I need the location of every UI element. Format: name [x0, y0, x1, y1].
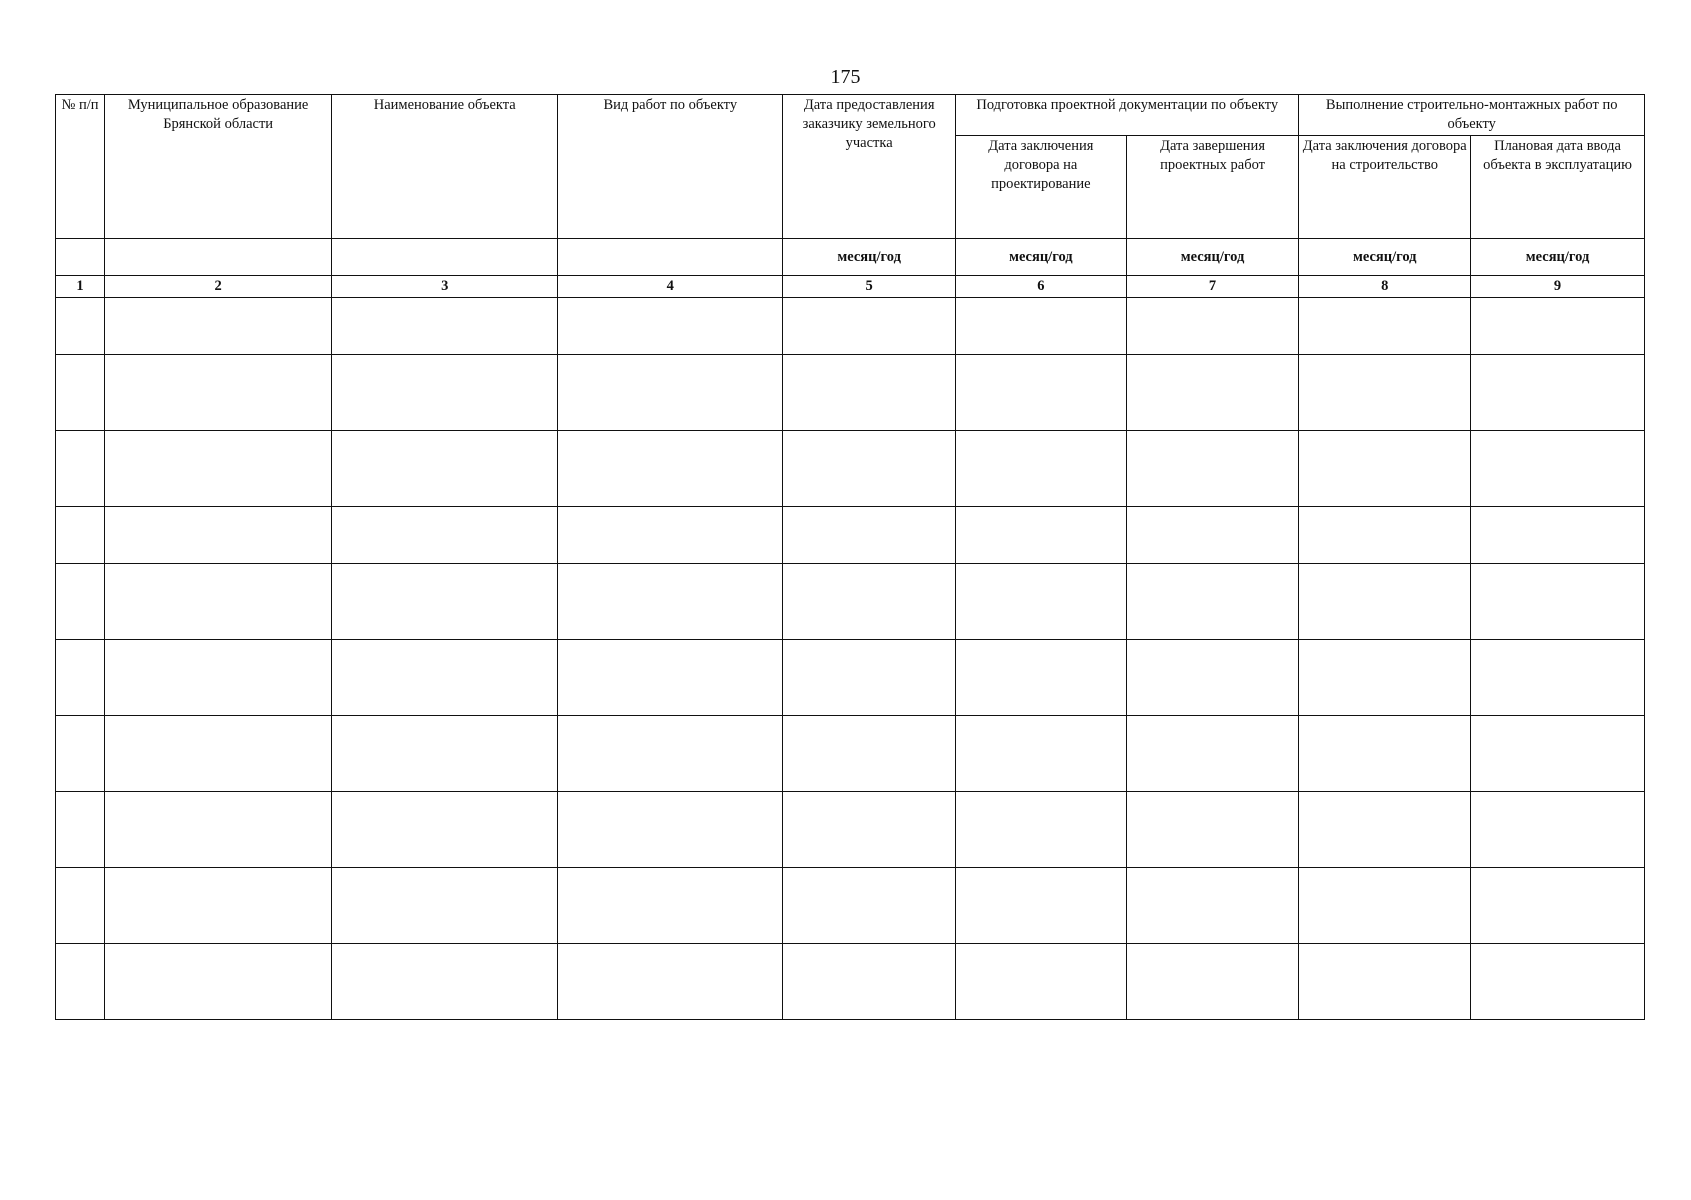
land-date-cell — [783, 868, 956, 944]
commission-date-cell — [1471, 716, 1645, 792]
column-number: 6 — [956, 276, 1127, 298]
design-end-date-cell — [1126, 868, 1299, 944]
header-build-contract-date: Дата заключения договора на строительство — [1299, 136, 1471, 239]
column-number: 4 — [558, 276, 783, 298]
land-date-cell — [783, 944, 956, 1020]
land-date-cell — [783, 792, 956, 868]
land-date-cell — [783, 507, 956, 564]
commission-date-cell — [1471, 298, 1645, 355]
work-type-cell — [558, 298, 783, 355]
build-contract-date-cell — [1299, 355, 1471, 431]
design-contract-date-cell — [956, 355, 1127, 431]
object-name-cell — [332, 792, 558, 868]
object-name-cell — [332, 298, 558, 355]
land-date-cell — [783, 298, 956, 355]
municipality-cell — [105, 792, 332, 868]
build-contract-date-cell — [1299, 431, 1471, 507]
work-type-cell — [558, 792, 783, 868]
unit-label: месяц/год — [956, 239, 1127, 276]
commission-date-cell — [1471, 507, 1645, 564]
table-row — [56, 431, 1645, 507]
build-contract-date-cell — [1299, 640, 1471, 716]
object-name-cell — [332, 716, 558, 792]
commission-date-cell — [1471, 431, 1645, 507]
design-end-date-cell — [1126, 944, 1299, 1020]
object-name-cell — [332, 564, 558, 640]
municipality-cell — [105, 716, 332, 792]
object-name-cell — [332, 431, 558, 507]
column-number: 7 — [1126, 276, 1299, 298]
row-number — [56, 507, 105, 564]
design-contract-date-cell — [956, 944, 1127, 1020]
municipality-cell — [105, 944, 332, 1020]
design-end-date-cell — [1126, 507, 1299, 564]
table-row — [56, 944, 1645, 1020]
design-contract-date-cell — [956, 431, 1127, 507]
municipality-cell — [105, 640, 332, 716]
unit-cell-empty — [332, 239, 558, 276]
column-number: 3 — [332, 276, 558, 298]
commission-date-cell — [1471, 355, 1645, 431]
header-commission-date: Плановая дата ввода объекта в эксплуатацию — [1471, 136, 1645, 239]
unit-cell-empty — [56, 239, 105, 276]
municipality-cell — [105, 431, 332, 507]
design-end-date-cell — [1126, 431, 1299, 507]
row-number — [56, 944, 105, 1020]
header-municipality: Муниципальное образование Брянской области — [105, 95, 332, 239]
object-name-cell — [332, 507, 558, 564]
object-name-cell — [332, 640, 558, 716]
build-contract-date-cell — [1299, 944, 1471, 1020]
row-number — [56, 355, 105, 431]
table-row — [56, 507, 1645, 564]
commission-date-cell — [1471, 564, 1645, 640]
municipality-cell — [105, 355, 332, 431]
design-contract-date-cell — [956, 716, 1127, 792]
header-design-end-date: Дата завершения проектных работ — [1126, 136, 1299, 239]
land-date-cell — [783, 640, 956, 716]
unit-label: месяц/год — [1471, 239, 1645, 276]
row-number — [56, 640, 105, 716]
commission-date-cell — [1471, 640, 1645, 716]
design-end-date-cell — [1126, 640, 1299, 716]
municipality-cell — [105, 564, 332, 640]
build-contract-date-cell — [1299, 507, 1471, 564]
design-contract-date-cell — [956, 298, 1127, 355]
row-number — [56, 868, 105, 944]
header-row-column-numbers — [56, 276, 1645, 298]
object-name-cell — [332, 355, 558, 431]
unit-label: месяц/год — [783, 239, 956, 276]
table-row — [56, 868, 1645, 944]
commission-date-cell — [1471, 792, 1645, 868]
header-row-top — [56, 95, 1645, 136]
row-number — [56, 792, 105, 868]
work-type-cell — [558, 431, 783, 507]
land-date-cell — [783, 355, 956, 431]
municipality-cell — [105, 868, 332, 944]
commission-date-cell — [1471, 868, 1645, 944]
design-contract-date-cell — [956, 507, 1127, 564]
column-number: 1 — [56, 276, 105, 298]
design-contract-date-cell — [956, 564, 1127, 640]
header-object-name: Наименование объекта — [332, 95, 558, 239]
unit-label: месяц/год — [1126, 239, 1299, 276]
build-contract-date-cell — [1299, 868, 1471, 944]
work-type-cell — [558, 640, 783, 716]
design-end-date-cell — [1126, 355, 1299, 431]
object-name-cell — [332, 868, 558, 944]
municipality-cell — [105, 298, 332, 355]
build-contract-date-cell — [1299, 298, 1471, 355]
header-number: № п/п — [56, 95, 105, 239]
work-type-cell — [558, 507, 783, 564]
work-type-cell — [558, 355, 783, 431]
build-contract-date-cell — [1299, 792, 1471, 868]
row-number — [56, 431, 105, 507]
work-type-cell — [558, 868, 783, 944]
commission-date-cell — [1471, 944, 1645, 1020]
build-contract-date-cell — [1299, 564, 1471, 640]
table-row — [56, 355, 1645, 431]
table-row — [56, 640, 1645, 716]
column-number: 9 — [1471, 276, 1645, 298]
table-row — [56, 716, 1645, 792]
column-number: 8 — [1299, 276, 1471, 298]
page-number: 175 — [830, 66, 861, 88]
header-group-design: Подготовка проектной документации по объекту — [956, 95, 1299, 136]
work-type-cell — [558, 716, 783, 792]
work-type-cell — [558, 564, 783, 640]
design-end-date-cell — [1126, 792, 1299, 868]
objects-table — [55, 94, 1645, 1020]
design-end-date-cell — [1126, 298, 1299, 355]
object-name-cell — [332, 944, 558, 1020]
header-group-construction: Выполнение строительно-монтажных работ по объекту — [1299, 95, 1645, 136]
land-date-cell — [783, 431, 956, 507]
design-contract-date-cell — [956, 792, 1127, 868]
table-row — [56, 792, 1645, 868]
work-type-cell — [558, 944, 783, 1020]
row-number — [56, 564, 105, 640]
header-work-type: Вид работ по объекту — [558, 95, 783, 239]
municipality-cell — [105, 507, 332, 564]
table-row — [56, 564, 1645, 640]
header-row-units — [56, 239, 1645, 276]
header-design-contract-date: Дата заключения договора на проектирование — [956, 136, 1127, 239]
column-number: 2 — [105, 276, 332, 298]
build-contract-date-cell — [1299, 716, 1471, 792]
land-date-cell — [783, 564, 956, 640]
table-row — [56, 298, 1645, 355]
unit-cell-empty — [558, 239, 783, 276]
row-number — [56, 716, 105, 792]
header-land-date: Дата предоставления заказчику земельного участка — [783, 95, 956, 239]
unit-cell-empty — [105, 239, 332, 276]
row-number — [56, 298, 105, 355]
unit-label: месяц/год — [1299, 239, 1471, 276]
design-end-date-cell — [1126, 716, 1299, 792]
design-end-date-cell — [1126, 564, 1299, 640]
table-body — [56, 298, 1645, 1020]
land-date-cell — [783, 716, 956, 792]
design-contract-date-cell — [956, 640, 1127, 716]
design-contract-date-cell — [956, 868, 1127, 944]
column-number: 5 — [783, 276, 956, 298]
